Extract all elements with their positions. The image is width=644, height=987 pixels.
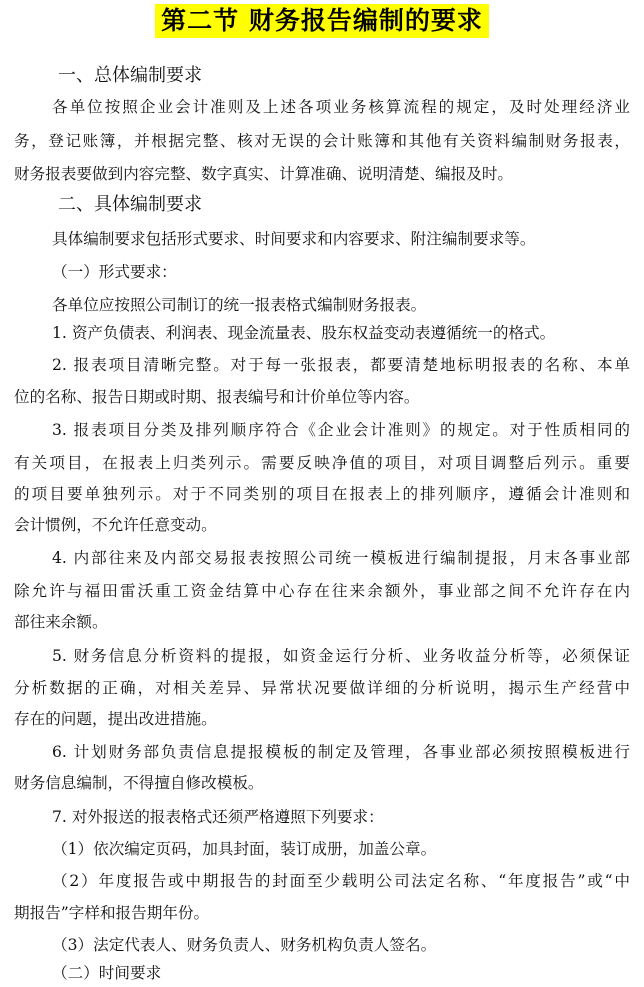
heading-specific-requirements: 二、具体编制要求 — [58, 194, 202, 215]
sub-item-2: （2）年度报告或中期报告的封面至少载明公司法定名称、“年度报告”或“中 — [52, 872, 630, 890]
paragraph-line: 部往来余额。 — [14, 613, 108, 631]
paragraph-line: 分析数据的正确，对相关差异、异常状况要做详细的分析说明，揭示生产经营中 — [14, 679, 630, 697]
subheading-format: （一）形式要求： — [52, 263, 177, 281]
paragraph-line: 具体编制要求包括形式要求、时间要求和内容要求、附注编制要求等。 — [52, 230, 536, 248]
paragraph-line: 务，登记账簿，并根据完整、核对无误的会计账簿和其他有关资料编制财务报表， — [14, 132, 630, 150]
sub-item-1: （1）依次编定页码，加具封面，装订成册，加盖公章。 — [52, 840, 437, 858]
paragraph-line: 的项目要单独列示。对于不同类别的项目在报表上的排列顺序，遵循会计准则和 — [14, 485, 630, 503]
paragraph-line: 会计惯例，不允许任意变动。 — [14, 516, 217, 534]
list-item-2: 2. 报表项目清晰完整。对于每一张报表，都要清楚地标明报表的名称、本单 — [52, 356, 630, 374]
paragraph-line: 各单位应按照公司制订的统一报表格式编制财务报表。 — [52, 296, 427, 314]
paragraph-line: 除允许与福田雷沃重工资金结算中心存在往来余额外，事业部之间不允许存在内 — [14, 582, 630, 600]
heading-general-requirements: 一、总体编制要求 — [58, 65, 202, 86]
paragraph-line: 期报告”字样和报告期年份。 — [14, 904, 210, 922]
paragraph-line: 各单位按照企业会计准则及上述各项业务核算流程的规定，及时处理经济业 — [52, 98, 630, 116]
paragraph-line: 存在的问题，提出改进措施。 — [14, 710, 217, 728]
list-item-4: 4. 内部往来及内部交易报表按照公司统一模板进行编制提报，月末各事业部 — [52, 549, 630, 567]
list-item-1: 1. 资产负债表、利润表、现金流量表、股东权益变动表遵循统一的格式。 — [52, 324, 556, 342]
paragraph-line: 有关项目，在报表上归类列示。需要反映净值的项目，对项目调整后列示。重要 — [14, 454, 630, 472]
sub-item-3: （3）法定代表人、财务负责人、财务机构负责人签名。 — [52, 936, 437, 954]
list-item-7: 7. 对外报送的报表格式还须严格遵照下列要求： — [52, 808, 384, 826]
list-item-6: 6. 计划财务部负责信息提报模板的制定及管理，各事业部必须按照模板进行 — [52, 743, 630, 761]
title-bar — [0, 4, 644, 38]
paragraph-line: 位的名称、报告日期或时期、报表编号和计价单位等内容。 — [14, 388, 420, 406]
list-item-5: 5. 财务信息分析资料的提报，如资金运行分析、业务收益分析等，必须保证 — [52, 647, 630, 665]
list-item-3: 3. 报表项目分类及排列顺序符合《企业会计准则》的规定。对于性质相同的 — [52, 421, 630, 439]
subheading-time: （二）时间要求 — [52, 964, 162, 982]
paragraph-line: 财务报表要做到内容完整、数字真实、计算准确、说明清楚、编报及时。 — [14, 165, 514, 183]
paragraph-line: 财务信息编制，不得擅自修改模板。 — [14, 774, 264, 792]
section-title: 第二节 财务报告编制的要求 — [155, 4, 489, 38]
